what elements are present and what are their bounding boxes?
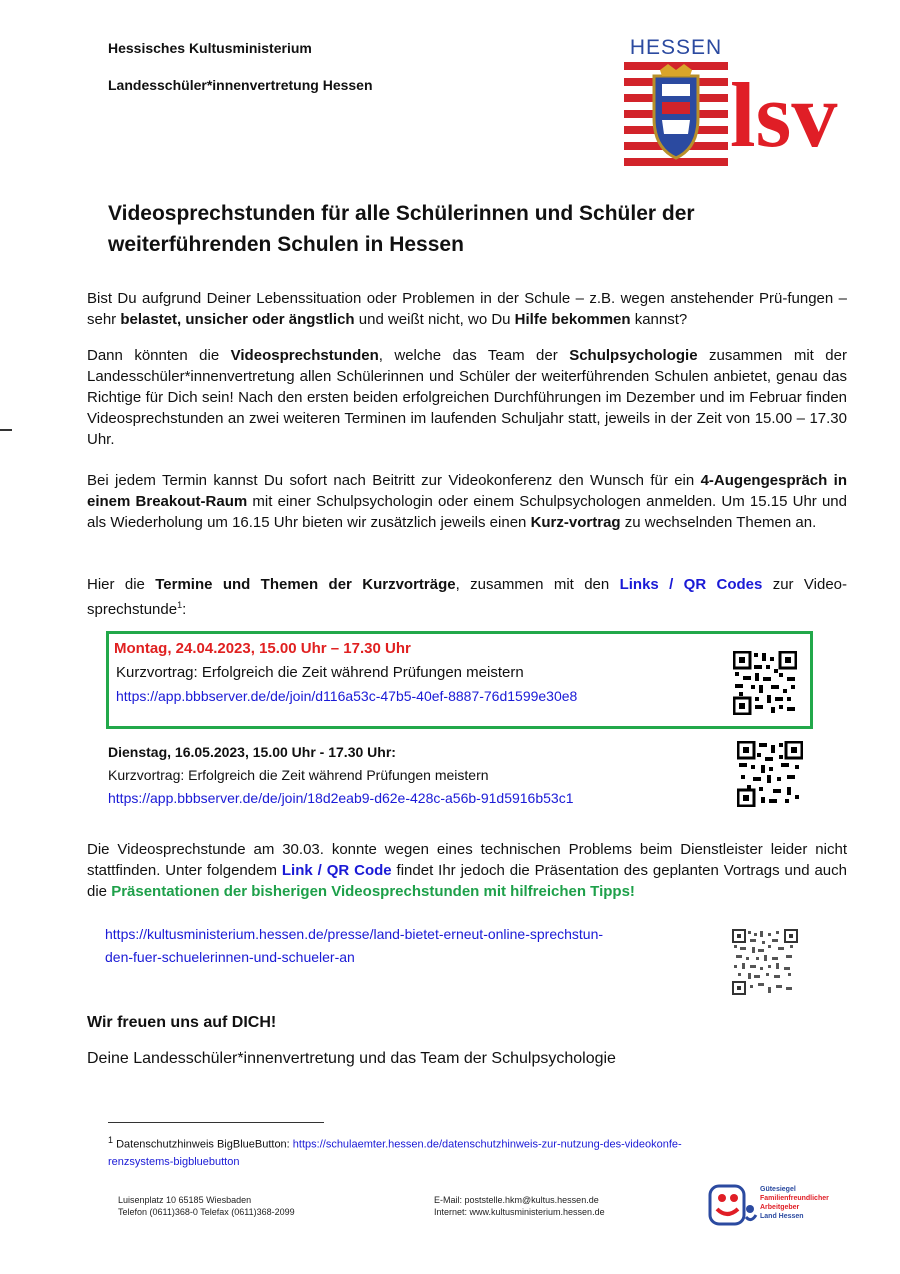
page-title <box>108 198 808 260</box>
title-line-1: Videosprechstunden für alle Schülerinnen und Schüler der <box>108 202 695 225</box>
schedule-intro-paragraph: Hier die Termine und Themen der Kurzvorträge, zusammen mit den Links / QR Codes zur Video-sprechstunde$^1$: <box>87 576 847 618</box>
closing-signature: Deine Landesschüler*innenvertretung und das Team der Schulpsychologie <box>87 1050 616 1067</box>
event2-topic: Kurzvortrag: Erfolgreich die Zeit während Prüfungen meistern <box>108 767 489 783</box>
event2-link[interactable]: https://app.bbbserver.de/de/join/18d2eab9-d62e-428c-a56b-91d5916b53c1 <box>108 790 574 806</box>
presentation-link[interactable]: https://kultusministerium.hessen.de/presse/land-bietet-erneut-online-sprechstun- den-fuer-schuelerinnen-und-schueler-an <box>105 926 604 965</box>
event2-date: Dienstag, 16.05.2023, 15.00 Uhr - 17.30 Uhr: <box>108 744 396 760</box>
footer-contact: E-Mail: poststelle.hkm@kultus.hessen.de Internet: www.kultusministerium.hessen.de <box>434 1195 605 1217</box>
hessen-logo <box>624 36 728 168</box>
hessen-flag-icon <box>624 62 728 166</box>
event1-topic: Kurzvortrag: Erfolgreich die Zeit während Prüfungen meistern <box>116 664 524 681</box>
ministry-name: Hessisches Kultusministerium <box>108 40 312 56</box>
lsv-logo <box>728 68 852 164</box>
closing-greeting: Wir freuen uns auf DICH! <box>87 1014 277 1031</box>
footnote: $^1$ Datenschutzhinweis BigBlueButton: https://schulaemter.hessen.de/datenschutzhinweis-zur-nutzung-des-videokonfe- renzsystems-bigbluebutton <box>108 1135 682 1168</box>
fold-mark <box>0 429 12 431</box>
breakout-paragraph: Bei jedem Termin kannst Du sofort nach Beitritt zur Videokonferenz den Wunsch für ein 4-Augengespräch in einem Breakout-Raum mit einer Schulpsychologin oder einem Schulpsychologen anmelden. Um 15.15 Uhr und als Wiederholung um 16.15 Uhr bieten wir zusätzlich jeweils einen Kurz-vortrag zu wechselnden Themen an. <box>87 472 847 531</box>
event1-link[interactable]: https://app.bbbserver.de/de/join/d116a53c-47b5-40ef-8887-76d1599e30e8 <box>116 688 578 704</box>
event1-qr-code-icon[interactable] <box>733 651 797 715</box>
footnote-link[interactable]: https://schulaemter.hessen.de/datenschutzhinweis-zur-nutzung-des-videokonfe- renzsystems-bigbluebutton <box>108 1138 682 1168</box>
lsv-logo-text: lsv <box>730 68 838 164</box>
intro-paragraph: Bist Du aufgrund Deiner Lebenssituation oder Problemen in der Schule – z.B. wegen anstehender Prü-fungen – sehr belastet, unsicher oder ängstlich und weißt nicht, wo Du Hilfe bekommen kannst? <box>87 290 847 328</box>
family-seal-icon <box>708 1183 758 1227</box>
presentation-paragraph: Die Videosprechstunde am 30.03. konnte wegen eines technischen Problems beim Dienstleister leider nicht stattfinden. Unter folgendem Link / QR Code findet Ihr jedoch die Präsentation des geplanten Vortrags und auch die Präsentationen der bisherigen Videosprechstunden mit hilfreichen Tipps! <box>87 841 847 900</box>
lsv-name: Landesschüler*innenvertretung Hessen <box>108 77 373 93</box>
event1-date: Montag, 24.04.2023, 15.00 Uhr – 17.30 Uhr <box>114 640 411 657</box>
presentation-qr-code-icon[interactable] <box>732 929 798 995</box>
footnote-divider <box>108 1122 324 1123</box>
title-line-2: weiterführenden Schulen in Hessen <box>108 233 464 256</box>
hessen-logo-text: HESSEN <box>629 36 723 59</box>
event2-qr-code-icon[interactable] <box>737 741 803 807</box>
description-paragraph: Dann könnten die Videosprechstunden, welche das Team der Schulpsychologie zusammen mit der Landesschüler*innenvertretung allen Schülerinnen und Schüler der weiterführenden Schulen anbietet, genau das Richtige für Dich sein! Nach den ersten beiden erfolgreichen Durchführungen im Dezember und im Februar finden Videosprechstunden an zwei weiteren Terminen im laufenden Schuljahr statt, jeweils in der Zeit von 15.00 – 17.30 Uhr. <box>87 347 847 448</box>
footer-address: Luisenplatz 10 65185 Wiesbaden Telefon (0611)368-0 Telefax (0611)368-2099 <box>118 1195 295 1217</box>
family-seal: Gütesiegel Familienfreundlicher Arbeitgeber Land Hessen <box>708 1183 838 1227</box>
